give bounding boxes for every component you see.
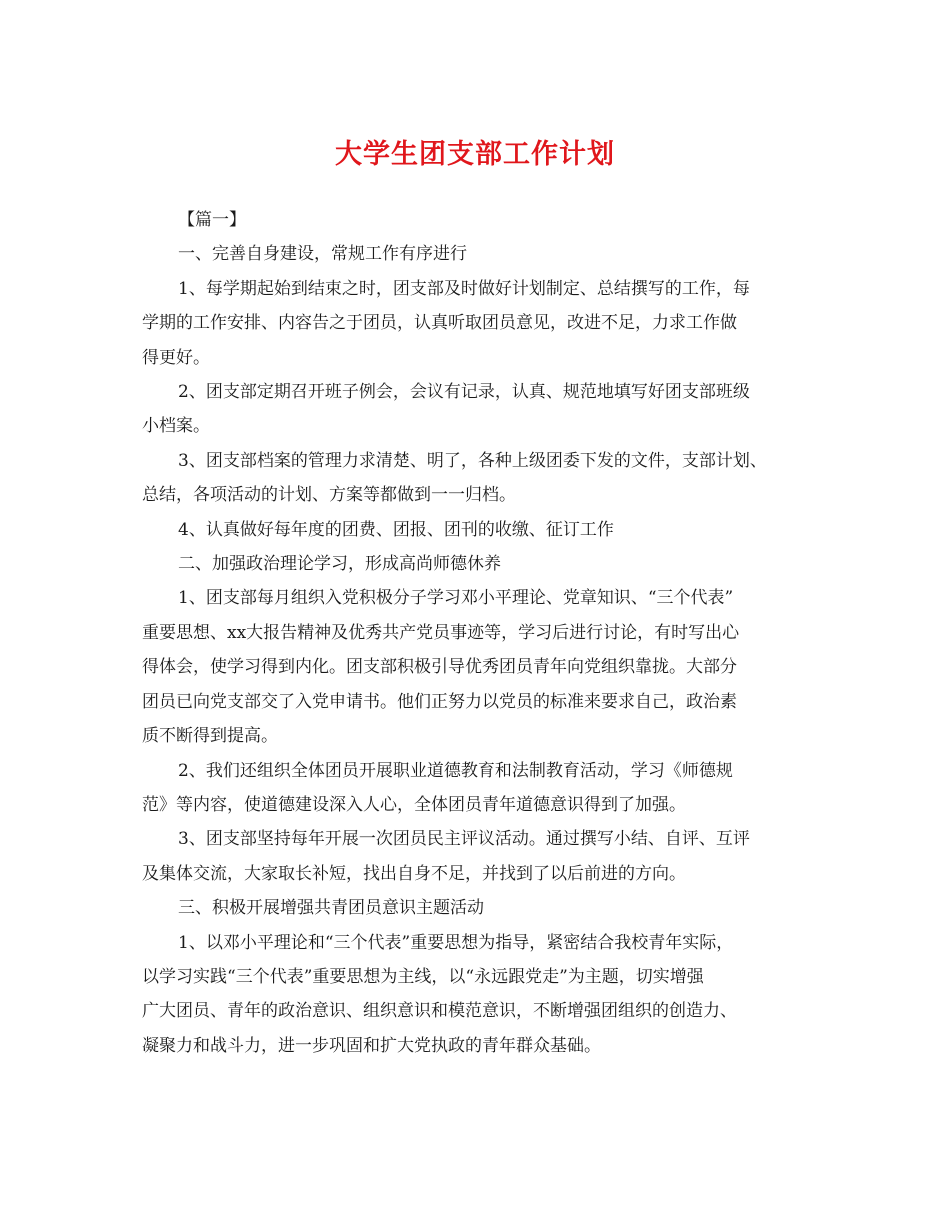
paragraph-line: 一、完善自身建设，常规工作有序进行 — [178, 244, 467, 265]
paragraph — [142, 547, 814, 581]
paragraph-line: 1、团支部每月组织入党积极分子学习邓小平理论、党章知识、“三个代表” — [178, 588, 734, 609]
paragraph — [142, 513, 814, 547]
paragraph-line: 二、加强政治理论学习，形成高尚师德休养 — [178, 554, 501, 575]
paragraph-line: 以学习实践“三个代表”重要思想为主线，以“永远跟党走”为主题，切实增强 — [142, 966, 704, 987]
paragraph — [142, 822, 814, 891]
paragraph-line: 质不断得到提高。 — [142, 726, 278, 747]
paragraph — [142, 754, 814, 823]
paragraph-line: 及集体交流，大家取长补短，找出自身不足，并找到了以后前进的方向。 — [142, 863, 686, 884]
paragraph-line: 团员已向党支部交了入党申请书。他们正努力以党员的标准来要求自己，政治素 — [142, 691, 737, 712]
paragraph-line: 3、团支部档案的管理力求清楚、明了，各种上级团委下发的文件，支部计划、 — [178, 450, 767, 471]
paragraph-line: 总结，各项活动的计划、方案等都做到一一归档。 — [142, 485, 516, 506]
paragraph — [142, 272, 814, 375]
paragraph-line: 学期的工作安排、内容告之于团员，认真听取团员意见，改进不足，力求工作做 — [142, 313, 737, 334]
paragraph-line: 1、每学期起始到结束之时，团支部及时做好计划制定、总结撰写的工作，每 — [178, 278, 750, 299]
paragraph — [142, 891, 814, 925]
paragraph-line: 小档案。 — [142, 416, 210, 437]
paragraph-line: 2、我们还组织全体团员开展职业道德教育和法制教育活动，学习《师德规 — [178, 760, 733, 781]
paragraph-line: 重要思想、xx大报告精神及优秀共产党员事迹等，学习后进行讨论，有时写出心 — [142, 622, 740, 643]
paragraph-line: 得体会，使学习得到内化。团支部积极引导优秀团员青年向党组织靠拢。大部分 — [142, 657, 737, 678]
paragraph — [142, 203, 814, 237]
paragraph-line: 凝聚力和战斗力，进一步巩固和扩大党执政的青年群众基础。 — [142, 1035, 601, 1056]
paragraph — [142, 581, 814, 753]
paragraph-line: 4、认真做好每年度的团费、团报、团刊的收缴、征订工作 — [178, 519, 614, 540]
paragraph-line: 得更好。 — [142, 347, 210, 368]
paragraph-line: 广大团员、青年的政治意识、组织意识和模范意识，不断增强团组织的创造力、 — [142, 1001, 737, 1022]
paragraph — [142, 375, 814, 444]
paragraph — [142, 444, 814, 513]
paragraph-line: 范》等内容，使道德建设深入人心，全体团员青年道德意识得到了加强。 — [142, 794, 686, 815]
paragraph-line: 3、团支部坚持每年开展一次团员民主评议活动。通过撰写小结、自评、互评 — [178, 829, 750, 850]
paragraph-line: 三、积极开展增强共青团员意识主题活动 — [178, 898, 484, 919]
paragraph — [142, 237, 814, 271]
document-body — [142, 203, 814, 1063]
paragraph-line: 2、团支部定期召开班子例会，会议有记录，认真、规范地填写好团支部班级 — [178, 382, 750, 403]
paragraph-line: 1、以邓小平理论和“三个代表”重要思想为指导，紧密结合我校青年实际， — [178, 932, 734, 953]
paragraph-line: 【篇一】 — [178, 210, 246, 230]
document-title: 大学生团支部工作计划 — [335, 139, 615, 170]
paragraph — [142, 926, 814, 1064]
